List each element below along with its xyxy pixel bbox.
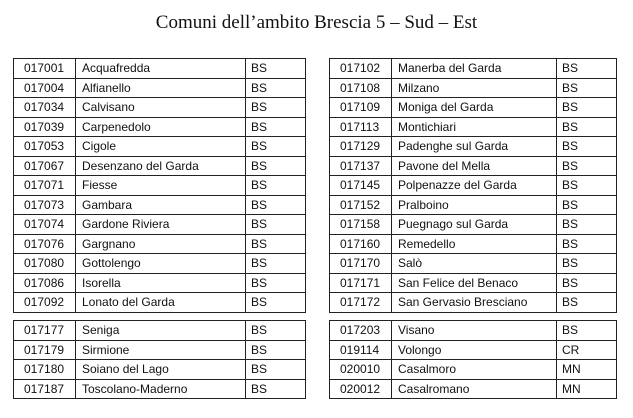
table-row xyxy=(14,59,306,79)
comune-name-cell: Salò xyxy=(392,254,557,274)
istat-code-cell: 017071 xyxy=(14,176,76,196)
istat-code-cell: 017080 xyxy=(14,254,76,274)
province-cell: BS xyxy=(246,137,306,157)
table-row xyxy=(14,360,306,380)
istat-code-cell: 017170 xyxy=(330,254,392,274)
table-row xyxy=(14,215,306,235)
istat-code-cell: 017102 xyxy=(330,59,392,79)
istat-code-cell: 017160 xyxy=(330,234,392,254)
table-row xyxy=(330,321,617,341)
province-cell: MN xyxy=(557,360,617,380)
table-row xyxy=(14,195,306,215)
comune-name-cell: Acquafredda xyxy=(76,59,246,79)
province-cell: BS xyxy=(557,254,617,274)
province-cell: BS xyxy=(557,98,617,118)
istat-code-cell: 020012 xyxy=(330,379,392,399)
table-row xyxy=(330,273,617,293)
istat-code-cell: 017203 xyxy=(330,321,392,341)
comune-name-cell: Pralboino xyxy=(392,195,557,215)
istat-code-cell: 017145 xyxy=(330,176,392,196)
comune-name-cell: Casalromano xyxy=(392,379,557,399)
istat-code-cell: 020010 xyxy=(330,360,392,380)
table-row xyxy=(14,273,306,293)
istat-code-cell: 017172 xyxy=(330,293,392,313)
province-cell: BS xyxy=(246,273,306,293)
comune-name-cell: Gargnano xyxy=(76,234,246,254)
istat-code-cell: 017053 xyxy=(14,137,76,157)
istat-code-cell: 017086 xyxy=(14,273,76,293)
comune-name-cell: Montichiari xyxy=(392,117,557,137)
table-row xyxy=(330,156,617,176)
table-row xyxy=(330,117,617,137)
province-cell: BS xyxy=(246,195,306,215)
comuni-table-top-right xyxy=(329,58,617,313)
comune-name-cell: Cigole xyxy=(76,137,246,157)
istat-code-cell: 017067 xyxy=(14,156,76,176)
table-row xyxy=(330,379,617,399)
province-cell: BS xyxy=(246,59,306,79)
province-cell: BS xyxy=(246,215,306,235)
province-cell: BS xyxy=(557,321,617,341)
comune-name-cell: Desenzano del Garda xyxy=(76,156,246,176)
comune-name-cell: Gardone Riviera xyxy=(76,215,246,235)
istat-code-cell: 017179 xyxy=(14,340,76,360)
comune-name-cell: Manerba del Garda xyxy=(392,59,557,79)
comune-name-cell: San Gervasio Bresciano xyxy=(392,293,557,313)
istat-code-cell: 017001 xyxy=(14,59,76,79)
document-title: Comuni dell’ambito Brescia 5 – Sud – Est xyxy=(155,12,478,33)
table-row xyxy=(330,360,617,380)
comune-name-cell: Soiano del Lago xyxy=(76,360,246,380)
istat-code-cell: 017187 xyxy=(14,379,76,399)
istat-code-cell: 017109 xyxy=(330,98,392,118)
istat-code-cell: 017039 xyxy=(14,117,76,137)
table-row xyxy=(330,195,617,215)
province-cell: BS xyxy=(246,293,306,313)
table-row xyxy=(14,78,306,98)
table-row xyxy=(14,254,306,274)
province-cell: MN xyxy=(557,379,617,399)
province-cell: BS xyxy=(246,176,306,196)
comune-name-cell: Carpenedolo xyxy=(76,117,246,137)
table-row xyxy=(14,117,306,137)
comune-name-cell: Remedello xyxy=(392,234,557,254)
istat-code-cell: 017152 xyxy=(330,195,392,215)
comune-name-cell: Polpenazze del Garda xyxy=(392,176,557,196)
province-cell: BS xyxy=(557,156,617,176)
table-row xyxy=(330,98,617,118)
comune-name-cell: Volongo xyxy=(392,340,557,360)
istat-code-cell: 017177 xyxy=(14,321,76,341)
province-cell: CR xyxy=(557,340,617,360)
province-cell: BS xyxy=(557,176,617,196)
province-cell: BS xyxy=(557,59,617,79)
istat-code-cell: 017034 xyxy=(14,98,76,118)
comune-name-cell: Seniga xyxy=(76,321,246,341)
istat-code-cell: 017171 xyxy=(330,273,392,293)
table-row xyxy=(14,137,306,157)
table-row xyxy=(330,340,617,360)
province-cell: BS xyxy=(246,340,306,360)
table-row xyxy=(330,254,617,274)
comune-name-cell: Puegnago sul Garda xyxy=(392,215,557,235)
province-cell: BS xyxy=(557,117,617,137)
comune-name-cell: Lonato del Garda xyxy=(76,293,246,313)
province-cell: BS xyxy=(246,156,306,176)
comune-name-cell: Gottolengo xyxy=(76,254,246,274)
istat-code-cell: 017076 xyxy=(14,234,76,254)
province-cell: BS xyxy=(246,379,306,399)
comuni-table-bottom-right xyxy=(329,320,617,399)
istat-code-cell: 017137 xyxy=(330,156,392,176)
province-cell: BS xyxy=(557,273,617,293)
comune-name-cell: Gambara xyxy=(76,195,246,215)
istat-code-cell: 017180 xyxy=(14,360,76,380)
comune-name-cell: Calvisano xyxy=(76,98,246,118)
table-row xyxy=(14,176,306,196)
province-cell: BS xyxy=(246,360,306,380)
istat-code-cell: 017004 xyxy=(14,78,76,98)
province-cell: BS xyxy=(557,293,617,313)
table-row xyxy=(330,176,617,196)
comune-name-cell: Milzano xyxy=(392,78,557,98)
istat-code-cell: 017108 xyxy=(330,78,392,98)
table-row xyxy=(14,156,306,176)
province-cell: BS xyxy=(246,98,306,118)
province-cell: BS xyxy=(557,137,617,157)
istat-code-cell: 017074 xyxy=(14,215,76,235)
table-row xyxy=(14,340,306,360)
comune-name-cell: Padenghe sul Garda xyxy=(392,137,557,157)
comune-name-cell: Sirmione xyxy=(76,340,246,360)
table-row xyxy=(330,137,617,157)
comune-name-cell: Casalmoro xyxy=(392,360,557,380)
province-cell: BS xyxy=(246,117,306,137)
table-row xyxy=(14,379,306,399)
comune-name-cell: Visano xyxy=(392,321,557,341)
table-row xyxy=(330,59,617,79)
province-cell: BS xyxy=(246,321,306,341)
province-cell: BS xyxy=(557,215,617,235)
table-row xyxy=(330,234,617,254)
istat-code-cell: 017113 xyxy=(330,117,392,137)
istat-code-cell: 017092 xyxy=(14,293,76,313)
comuni-table-top-left xyxy=(13,58,306,313)
province-cell: BS xyxy=(246,78,306,98)
comune-name-cell: Fiesse xyxy=(76,176,246,196)
comune-name-cell: Isorella xyxy=(76,273,246,293)
istat-code-cell: 017073 xyxy=(14,195,76,215)
comune-name-cell: Toscolano-Maderno xyxy=(76,379,246,399)
province-cell: BS xyxy=(246,254,306,274)
comune-name-cell: Alfianello xyxy=(76,78,246,98)
table-row xyxy=(330,215,617,235)
table-row xyxy=(14,321,306,341)
istat-code-cell: 019114 xyxy=(330,340,392,360)
istat-code-cell: 017158 xyxy=(330,215,392,235)
province-cell: BS xyxy=(557,78,617,98)
province-cell: BS xyxy=(557,195,617,215)
comuni-table-bottom-left xyxy=(13,320,306,399)
table-row xyxy=(14,234,306,254)
province-cell: BS xyxy=(557,234,617,254)
comune-name-cell: Moniga del Garda xyxy=(392,98,557,118)
comune-name-cell: Pavone del Mella xyxy=(392,156,557,176)
table-row xyxy=(330,78,617,98)
table-row xyxy=(14,98,306,118)
table-row xyxy=(330,293,617,313)
comune-name-cell: San Felice del Benaco xyxy=(392,273,557,293)
province-cell: BS xyxy=(246,234,306,254)
table-row xyxy=(14,293,306,313)
istat-code-cell: 017129 xyxy=(330,137,392,157)
